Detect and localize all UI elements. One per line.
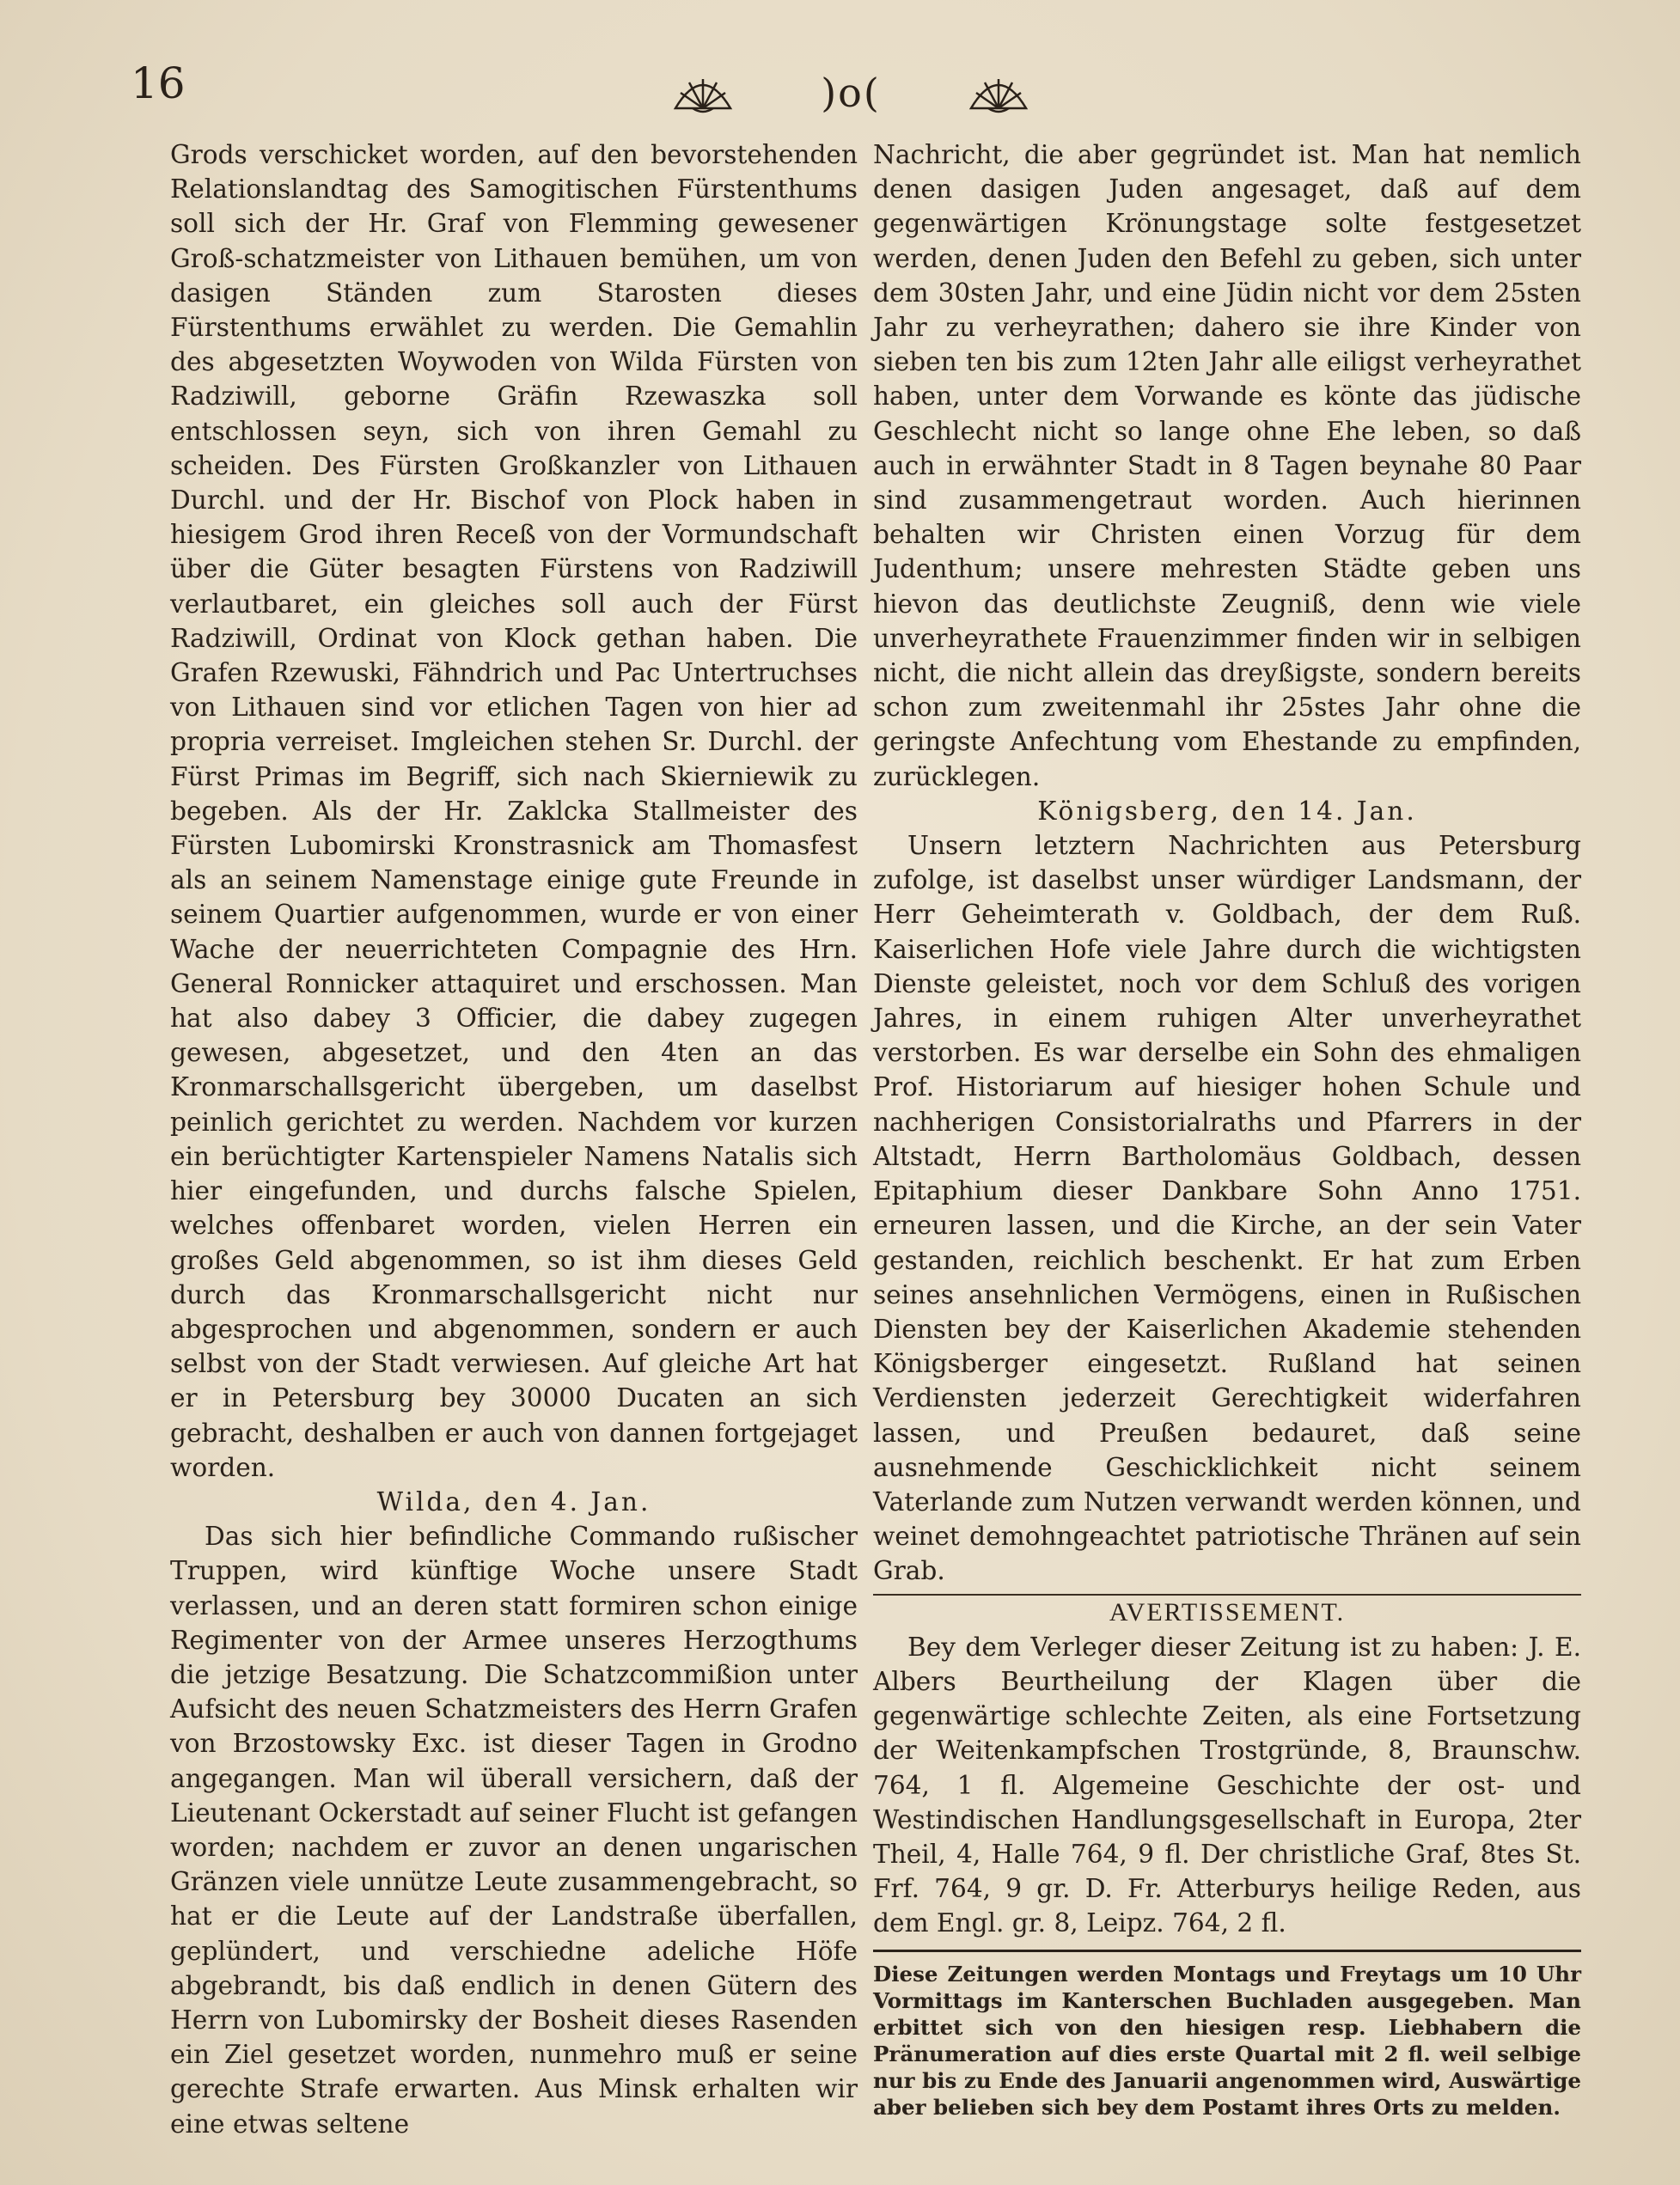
advert-text: Bey dem Verleger dieser Zeitung ist zu haben: J. E. Albers Beurtheilung der Klagen über die gegenwärtige schlechte Zeiten, als eine Fortsetzung der Weitenkampfschen Trostgründe, 8, Braunschw. 764, 1 fl. Algemeine Geschichte der ost- und Westindischen Handlungsgesellschaft in Europa, 2ter Theil, 4, Halle 764, 9 fl. Der christliche Graf, 8tes St. Frf. 764, 9 gr. D. Fr. Atterburys heilige Reden, aus dem Engl. gr. 8, Leipz. 764, 2 fl. xyxy=(873,1632,1581,1938)
publication-notice: Diese Zeitungen werden Montags und Freytags um 10 Uhr Vormittags im Kanterschen Buchladen ausgegeben. Man erbittet sich von den hiesigen resp. Liebhabern die Pränumeration auf dies erste Quartal mit 2 fl. weil selbige nur bis zu Ende des Januarii angenommen wird, Auswärtige aber belieben sich bey dem Postamt ihres Orts zu melden. xyxy=(873,1950,1581,2121)
dateline-wilda: Wilda, den 4. Jan. xyxy=(376,1486,651,1517)
shell-icon xyxy=(670,70,736,115)
shell-icon xyxy=(966,70,1031,115)
article-paragraph: Das sich hier befindliche Commando rußischer Truppen, wird künftige Woche unsere Stadt verlassen, und an deren statt formiren schon einige Regimenter von der Armee unseres Herzogthums die jetzige Besatzung. Die Schatzcommißion unter Aufsicht des neuen Schatzmeisters des Herrn Grafen von Brzostowsky Exc. ist dieser Tagen in Grodno angegangen. Man wil überall versichern, daß der Lieutenant Ockerstadt auf seiner Flucht ist gefangen worden; nachdem er zuvor an denen ungarischen Gränzen viele unnütze Leute zusammengebracht, so hat er die Leute auf der Landstraße überfallen, geplündert, und verschiedne adeliche Höfe abgebrandt, bis daß endlich in denen Gütern des Herrn von Lubomirsky der Bosheit dieses Rasenden ein Ziel gesetzet worden, nunmehro muß er seine gerechte Strafe erwarten. Aus Minsk erhalten wir eine etwas seltene xyxy=(170,1522,858,2139)
advert-heading: AVERTISSEMENT. xyxy=(1109,1597,1346,1627)
article-paragraph: Nachricht, die aber gegründet ist. Man hat nemlich denen dasigen Juden angesaget, daß auf dem gegenwärtigen Krönungstage solte festgesetzet werden, denen Juden den Befehl zu geben, sich unter dem 30sten Jahr, und eine Jüdin nicht vor dem 25sten Jahr zu verheyrathen; dahero sie ihre Kinder von sieben ten bis zum 12ten Jahr alle eiligst verheyrathet haben, unter dem Vorwande es könte das jüdische Geschlecht nicht so lange ohne Ehe leben, so daß auch in erwähnter Stadt in 8 Tagen beynahe 80 Paar sind zusammengetraut worden. Auch hierinnen behalten wir Christen einen Vorzug für dem Judenthum; unsere mehresten Städte geben uns hievon das deutlichste Zeugniß, denn wie viele unverheyrathete Frauenzimmer finden wir in selbigen nicht, die nicht allein das dreyßigste, sondern bereits schon zum zweitenmahl ihr 25stes Jahr ohne die geringste Anfechtung vom Ehestande zu empfinden, zurücklegen. xyxy=(873,140,1581,791)
dateline-koenigsberg: Königsberg, den 14. Jan. xyxy=(1037,796,1417,826)
page-number: 16 xyxy=(131,58,186,108)
article-paragraph: Grods verschicket worden, auf den bevorstehenden Relationslandtag des Samogitischen Fürstenthums soll sich der Hr. Graf von Flemming gewesener Groß-schatzmeister von Lithauen bemühen, um von dasigen Ständen zum Starosten dieses Fürstenthums erwählet zu werden. Die Gemahlin des abgesetzten Woywoden von Wilda Fürsten von Radziwill, geborne Gräfin Rzewaszka soll entschlossen seyn, sich von ihren Gemahl zu scheiden. Des Fürsten Großkanzler von Lithauen Durchl. und der Hr. Bischof von Plock haben in hiesigem Grod ihren Receß von der Vormundschaft über die Güter besagten Fürstens von Radziwill verlautbaret, ein gleiches soll auch der Fürst Radziwill, Ordinat von Klock gethan haben. Die Grafen Rzewuski, Fähndrich und Pac Untertruchses von Lithauen sind vor etlichen Tagen von hier ad propria verreiset. Imgleichen stehen Sr. Durchl. der Fürst Primas im Begriff, sich nach Skierniewik zu begeben. Als der Hr. Zaklcka Stallmeister des Fürsten Lubomirski Kronstrasnick am Thomasfest als an seinem Namenstage einige gute Freunde in seinem Quartier aufgenommen, wurde er von einer Wache der neuerrichteten Compagnie des Hrn. General Ronnicker attaquiret und erschossen. Man hat also dabey 3 Officier, die dabey zugegen gewesen, abgesetzet, und den 4ten an das Kronmarschallsgericht übergeben, um daselbst peinlich gerichtet zu werden. Nachdem vor kurzen ein berüchtigter Kartenspieler Namens Natalis sich hier eingefunden, und durchs falsche Spielen, welches offenbaret worden, vielen Herren ein großes Geld abgenommen, so ist ihm dieses Geld durch das Kronmarschallsgericht nicht nur abgesprochen und abgenommen, sondern er auch selbst von der Stadt verwiesen. Auf gleiche Art hat er in Petersburg bey 30000 Ducaten an sich gebracht, deshalben er auch von dannen fortgejaget worden. xyxy=(170,140,858,1482)
header-ornament xyxy=(670,67,1031,119)
middle-ornament: )o( xyxy=(821,70,881,116)
article-paragraph: Unsern letztern Nachrichten aus Petersburg zufolge, ist daselbst unser würdiger Landsmann, der Herr Geheimterath v. Goldbach, der dem Ruß. Kaiserlichen Hofe viele Jahre durch die wichtigsten Dienste geleistet, noch vor dem Schluß des vorigen Jahres, in einem ruhigen Alter unverheyrathet verstorben. Es war derselbe ein Sohn des ehmaligen Prof. Historiarum auf hiesiger hohen Schule und nachherigen Consistorialraths und Pfarrers in der Altstadt, Herrn Bartholomäus Goldbach, dessen Epitaphium dieser Dankbare Sohn Anno 1751. erneuren lassen, und die Kirche, an der sein Vater gestanden, reichlich beschenkt. Er hat zum Erben seines ansehnlichen Vermögens, einen in Rußischen Diensten bey der Kaiserlichen Akademie stehenden Königsberger eingesetzt. Rußland hat seinen Verdiensten jederzeit Gerechtigkeit widerfahren lassen, und Preußen bedauret, daß seine ausnehmende Geschicklichkeit nicht seinem Vaterlande zum Nutzen verwandt werden können, und weinet demohngeachtet patriotische Thränen auf sein Grab. xyxy=(873,831,1581,1586)
right-column xyxy=(873,137,1581,2121)
left-column xyxy=(170,137,858,2141)
